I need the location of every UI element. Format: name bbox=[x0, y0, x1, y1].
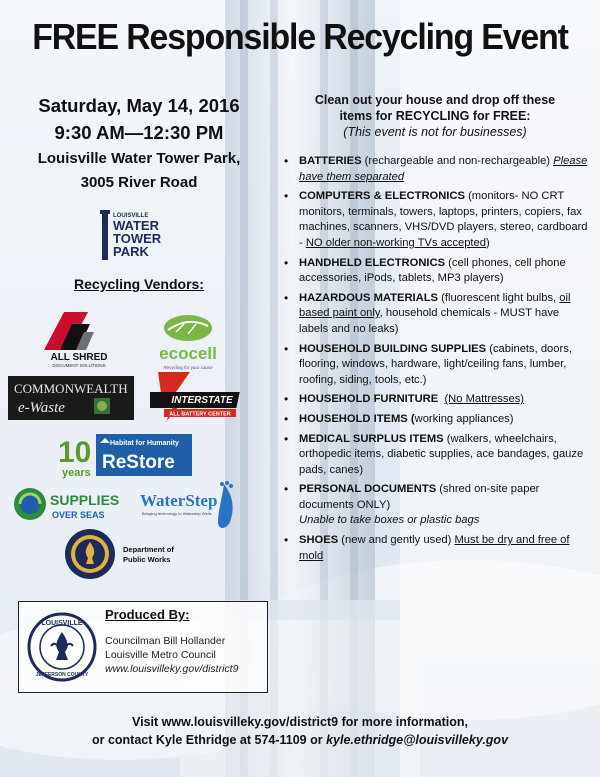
ecocell-logo bbox=[148, 312, 228, 372]
list-item: • COMPUTERS & ELECTRONICS (monitors- NO CRT monitors, terminals, towers, laptops, printers, copiers, fax machines, scanners, VHS/DVD players, stereo, cardboard - NO older non-working TVs accepted) bbox=[280, 189, 590, 251]
event-date: Saturday, May 14, 2016 bbox=[38, 95, 240, 116]
list-item: • MEDICAL SURPLUS ITEMS (walkers, wheelchairs, orthopedic items, diabetic supplies, ace bandages, gauze pads, canes) bbox=[280, 432, 590, 479]
list-item: • HOUSEHOLD ITEMS (working appliances) bbox=[280, 412, 590, 428]
intro-note: (This event is not for businesses) bbox=[343, 125, 527, 139]
list-item: • HAZARDOUS MATERIALS (fluorescent light bulbs, oil based paint only, household chemicals - MUST have labels and no leaks) bbox=[280, 291, 590, 338]
public-works-seal bbox=[64, 528, 116, 580]
intro-line2: items for RECYCLING for FREE: bbox=[339, 109, 531, 123]
seal-bottom-text: JEFFERSON COUNTY bbox=[35, 672, 89, 678]
waterstep-sub: Bringing technology to Waterstep Wells bbox=[142, 511, 212, 516]
commonwealth-ewaste-logo bbox=[8, 376, 134, 420]
ecocell-sub: Recycling for your cause bbox=[163, 365, 213, 370]
wt-line2: WATER bbox=[113, 218, 159, 233]
produced-url[interactable]: www.louisvilleky.gov/district9 bbox=[105, 663, 239, 675]
list-item: • SHOES (new and gently used) Must be dry and free of mold bbox=[280, 533, 590, 564]
supplies-line2: OVER SEAS bbox=[52, 510, 105, 520]
supplies-line1: SUPPLIES bbox=[50, 492, 120, 508]
list-item: • HOUSEHOLD FURNITURE (No Mattresses) bbox=[280, 392, 590, 408]
event-venue: Louisville Water Tower Park, bbox=[37, 150, 241, 167]
water-tower-park-logo bbox=[100, 208, 170, 264]
list-item: • BATTERIES (rechargeable and non-rechargeable) Please have them separated bbox=[280, 154, 590, 185]
event-address: 3005 River Road bbox=[80, 174, 198, 191]
supplies-over-seas-logo bbox=[12, 484, 126, 524]
page-title: FREE Responsible Recycling Event bbox=[32, 16, 568, 57]
contact-email-link[interactable]: kyle.ethridge@louisvilleky.gov bbox=[326, 733, 509, 747]
public-works-label bbox=[123, 545, 174, 565]
interstate-battery-logo bbox=[150, 372, 246, 422]
commonwealth-line2: e-Waste bbox=[18, 400, 65, 416]
allshred-logo bbox=[34, 310, 124, 368]
items-column bbox=[280, 92, 590, 568]
event-time: 9:30 AM—12:30 PM bbox=[54, 122, 224, 143]
wt-line3: TOWER bbox=[113, 231, 162, 246]
waterstep-name: WaterStep bbox=[140, 491, 218, 510]
interstate-line1: INTERSTATE bbox=[171, 395, 233, 406]
accepted-items-list bbox=[280, 154, 590, 564]
produced-by-box bbox=[18, 601, 268, 693]
commonwealth-line1: COMMONWEALTH bbox=[14, 381, 128, 396]
footer-contact bbox=[0, 713, 600, 749]
restore-years-label: years bbox=[62, 467, 91, 479]
louisville-seal bbox=[27, 612, 97, 687]
list-item: • PERSONAL DOCUMENTS (shred on-site paper documents ONLY) Unable to take boxes or plastic bags bbox=[280, 482, 590, 529]
ecocell-name: ecocell bbox=[159, 344, 217, 363]
interstate-line2: ALL BATTERY CENTER bbox=[169, 411, 231, 418]
dpw-line1: Department of bbox=[123, 545, 174, 554]
seal-top-text: LOUISVILLE bbox=[41, 620, 83, 627]
footer-line1: Visit www.louisvilleky.gov/district9 for more information, bbox=[132, 715, 468, 729]
event-details bbox=[8, 92, 270, 194]
wt-line4: PARK bbox=[113, 244, 149, 259]
produced-line2: Louisville Metro Council bbox=[105, 649, 216, 661]
list-item: • HOUSEHOLD BUILDING SUPPLIES (cabinets, doors, flooring, windows, hardware, light/ceiling fans, lumber, roofing, siding, tools, etc.) bbox=[280, 342, 590, 389]
wt-line1: LOUISVILLE bbox=[113, 213, 149, 219]
produced-line1: Councilman Bill Hollander bbox=[105, 635, 226, 647]
allshred-name: ALL SHRED bbox=[50, 352, 108, 363]
allshred-sub: DOCUMENT SOLUTIONS bbox=[52, 363, 106, 368]
intro bbox=[280, 92, 590, 140]
restore-org: Habitat for Humanity bbox=[110, 440, 179, 447]
list-item: • HANDHELD ELECTRONICS (cell phones, cell phone accessories, iPods, tablets, MP3 players) bbox=[280, 256, 590, 287]
produced-details bbox=[105, 634, 238, 676]
footer-line2: or contact Kyle Ethridge at 574-1109 or kyle.ethridge@louisvilleky.gov bbox=[91, 733, 509, 747]
produced-heading: Produced By: bbox=[105, 607, 190, 622]
restore-years: 10 bbox=[58, 436, 92, 469]
restore-brand: ReStore bbox=[102, 452, 175, 473]
intro-line1: Clean out your house and drop off these bbox=[314, 93, 556, 107]
dpw-line2: Public Works bbox=[123, 555, 171, 564]
waterstep-logo bbox=[138, 478, 238, 534]
vendors-heading: Recycling Vendors: bbox=[74, 276, 204, 292]
habitat-restore-logo bbox=[56, 430, 196, 480]
